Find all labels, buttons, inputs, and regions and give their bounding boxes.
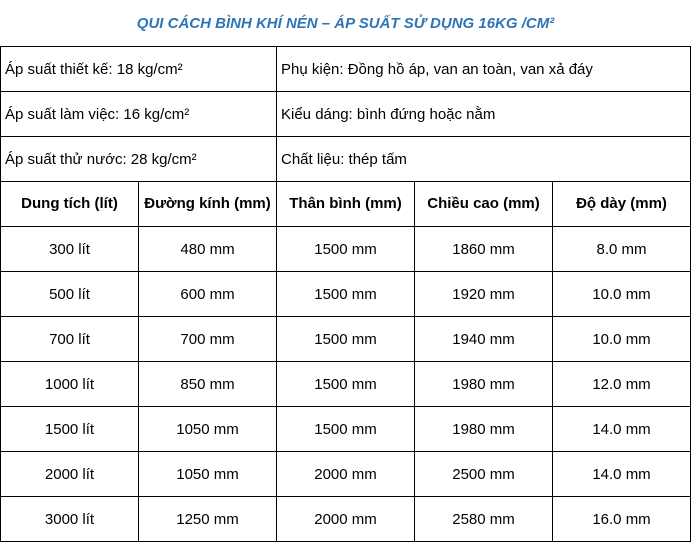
table-row [1, 362, 691, 407]
cell-diameter: 850 mm [139, 362, 277, 407]
table-row [1, 227, 691, 272]
cell-body: 1500 mm [277, 317, 415, 362]
spec-design-pressure: Áp suất thiết kế: 18 kg/cm² [1, 47, 277, 92]
cell-body: 1500 mm [277, 272, 415, 317]
cell-body: 2000 mm [277, 497, 415, 542]
cell-capacity: 1500 lít [1, 407, 139, 452]
cell-capacity: 2000 lít [1, 452, 139, 497]
cell-height: 1980 mm [415, 407, 553, 452]
cell-capacity: 700 lít [1, 317, 139, 362]
table-row [1, 407, 691, 452]
cell-capacity: 300 lít [1, 227, 139, 272]
header-body: Thân bình (mm) [277, 182, 415, 227]
spec-row [1, 47, 691, 92]
cell-diameter: 1050 mm [139, 452, 277, 497]
cell-thickness: 10.0 mm [553, 317, 691, 362]
cell-height: 2580 mm [415, 497, 553, 542]
cell-thickness: 8.0 mm [553, 227, 691, 272]
cell-capacity: 3000 lít [1, 497, 139, 542]
spec-working-pressure: Áp suất làm việc: 16 kg/cm² [1, 92, 277, 137]
header-height: Chiều cao (mm) [415, 182, 553, 227]
header-thickness: Độ dày (mm) [553, 182, 691, 227]
spec-style: Kiểu dáng: bình đứng hoặc nằm [277, 92, 691, 137]
spec-material: Chất liệu: thép tấm [277, 137, 691, 182]
cell-diameter: 700 mm [139, 317, 277, 362]
cell-body: 1500 mm [277, 362, 415, 407]
cell-thickness: 10.0 mm [553, 272, 691, 317]
cell-body: 1500 mm [277, 407, 415, 452]
cell-height: 1920 mm [415, 272, 553, 317]
cell-diameter: 480 mm [139, 227, 277, 272]
cell-thickness: 12.0 mm [553, 362, 691, 407]
header-diameter: Đường kính (mm) [139, 182, 277, 227]
table-row [1, 452, 691, 497]
cell-capacity: 500 lít [1, 272, 139, 317]
cell-height: 2500 mm [415, 452, 553, 497]
table-row [1, 272, 691, 317]
table-header-row [1, 182, 691, 227]
cell-height: 1860 mm [415, 227, 553, 272]
cell-height: 1940 mm [415, 317, 553, 362]
cell-thickness: 14.0 mm [553, 407, 691, 452]
spec-row [1, 137, 691, 182]
spec-table [0, 46, 691, 542]
cell-body: 2000 mm [277, 452, 415, 497]
cell-diameter: 600 mm [139, 272, 277, 317]
table-row [1, 317, 691, 362]
spec-test-pressure: Áp suất thử nước: 28 kg/cm² [1, 137, 277, 182]
cell-thickness: 14.0 mm [553, 452, 691, 497]
cell-thickness: 16.0 mm [553, 497, 691, 542]
cell-diameter: 1050 mm [139, 407, 277, 452]
spec-accessories: Phụ kiện: Đồng hồ áp, van an toàn, van xả đáy [277, 47, 691, 92]
table-row [1, 497, 691, 542]
cell-capacity: 1000 lít [1, 362, 139, 407]
cell-diameter: 1250 mm [139, 497, 277, 542]
header-capacity: Dung tích (lít) [1, 182, 139, 227]
cell-body: 1500 mm [277, 227, 415, 272]
cell-height: 1980 mm [415, 362, 553, 407]
sheet-title: QUI CÁCH BÌNH KHÍ NÉN – ÁP SUẤT SỬ DỤNG 16KG /CM² [136, 14, 555, 32]
spec-row [1, 92, 691, 137]
